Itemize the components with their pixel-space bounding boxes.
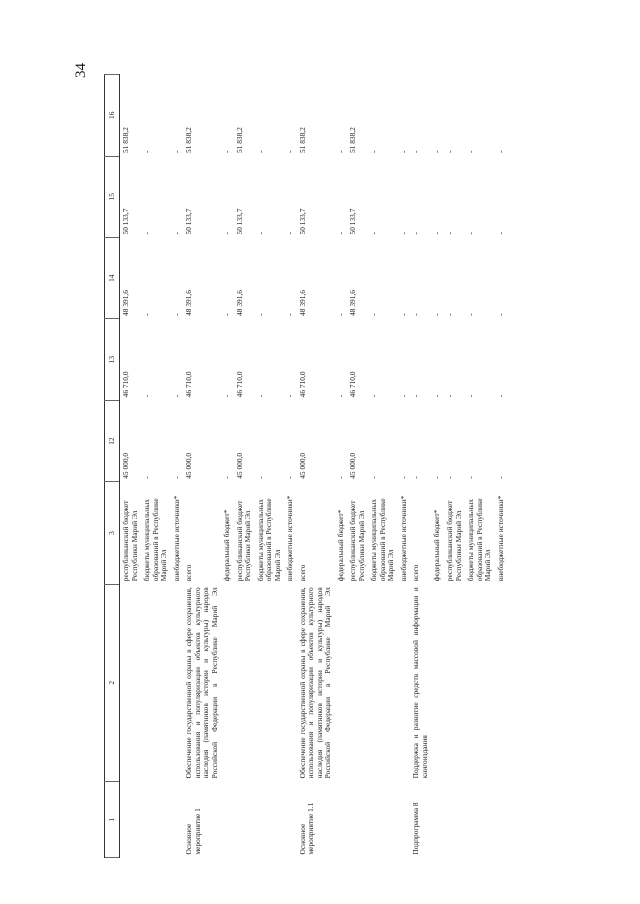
amount-cell: -: [142, 232, 152, 235]
amount-cell: -: [142, 313, 152, 316]
amount-cell: -: [171, 476, 181, 479]
amount-cell: 51 838,2: [234, 127, 244, 154]
amount-cell: -: [398, 232, 408, 235]
amount-cell: -: [466, 394, 476, 398]
amount-cell: -: [255, 394, 265, 398]
amount-cell: -: [285, 150, 295, 154]
amount-cell: -: [335, 232, 345, 235]
amount-cell: -: [444, 394, 454, 398]
row-type-cell: [444, 781, 465, 857]
row-name-cell: [368, 584, 398, 781]
table-row: [444, 75, 465, 858]
funding-source-cell: бюджеты муниципальных образований в Республике Марий Эл: [466, 498, 493, 582]
amount-cell: 46 710,0: [348, 371, 358, 398]
amount-cell: -: [222, 313, 232, 316]
amount-cell: -: [369, 150, 379, 154]
amount-cell: -: [222, 232, 232, 235]
row-name-cell: Обеспечение государственной охраны в сфере сохранения, использования и популяризации объектов культурного наследия (памятников истории и культуры) народов Российской Федерации в Республике Марий Эл: [184, 587, 219, 779]
row-type-cell: [347, 781, 368, 857]
amount-cell: 48 391,6: [234, 290, 244, 316]
funding-source-cell: федеральный бюджет*: [432, 509, 442, 582]
row-name-cell: [347, 584, 368, 781]
amount-cell: 46 710,0: [121, 371, 130, 398]
amount-cell: 48 391,6: [297, 290, 307, 316]
amount-cell: -: [255, 313, 265, 316]
amount-cell: 45 000,0: [348, 452, 358, 479]
amount-cell: -: [432, 313, 442, 316]
row-name-cell: [120, 584, 142, 781]
amount-cell: -: [171, 313, 181, 316]
table-row: [141, 75, 171, 858]
amount-cell: -: [285, 313, 295, 316]
amount-cell: -: [432, 232, 442, 235]
amount-cell: -: [142, 476, 152, 479]
amount-cell: 48 391,6: [121, 290, 130, 316]
amount-cell: -: [411, 150, 421, 154]
amount-cell: 51 838,2: [348, 127, 358, 154]
table-body: [120, 75, 508, 858]
amount-cell: -: [432, 394, 442, 398]
table-row: [120, 75, 142, 858]
amount-cell: -: [335, 313, 345, 316]
row-type-cell: Основное мероприятие 1: [184, 808, 202, 855]
amount-cell: -: [171, 394, 181, 398]
amount-cell: -: [369, 313, 379, 316]
row-name-cell: [284, 584, 297, 781]
row-type-cell: Подпрограмма 8: [411, 802, 421, 855]
table-row: [183, 75, 221, 858]
amount-cell: -: [222, 150, 232, 154]
amount-cell: -: [171, 150, 181, 154]
amount-cell: -: [432, 476, 442, 479]
table-row: [495, 75, 508, 858]
amount-cell: -: [466, 150, 476, 154]
row-name-cell: [431, 584, 444, 781]
table-row: [431, 75, 444, 858]
row-name-cell: [141, 584, 171, 781]
amount-cell: -: [495, 476, 505, 479]
amount-cell: -: [335, 150, 345, 154]
amount-cell: -: [432, 150, 442, 154]
amount-cell: 46 710,0: [297, 371, 307, 398]
amount-cell: 50 133,7: [297, 208, 307, 235]
table-row: [234, 75, 255, 858]
page-number: 34: [73, 63, 89, 78]
funding-source-cell: всего: [184, 564, 194, 582]
table-row: [171, 75, 184, 858]
funding-source-cell: республиканский бюджет Республики Марий Эл: [444, 500, 463, 582]
amount-cell: -: [411, 476, 421, 479]
amount-cell: -: [398, 150, 408, 154]
amount-cell: -: [369, 394, 379, 398]
amount-cell: -: [444, 150, 454, 154]
column-header: 16: [105, 75, 120, 157]
row-type-cell: [255, 781, 285, 857]
amount-cell: -: [398, 394, 408, 398]
amount-cell: -: [255, 150, 265, 154]
row-type-cell: [335, 781, 348, 857]
table-row: [255, 75, 285, 858]
rotated-table-sheet: [104, 74, 523, 858]
amount-cell: -: [495, 232, 505, 235]
column-header: 15: [105, 156, 120, 237]
amount-cell: -: [142, 150, 152, 154]
amount-cell: 51 838,2: [121, 127, 130, 154]
funding-source-cell: федеральный бюджет*: [222, 509, 232, 582]
row-type-cell: [368, 781, 398, 857]
amount-cell: -: [285, 394, 295, 398]
header-row: [105, 75, 120, 858]
column-header: 3: [105, 482, 120, 584]
row-type-cell: [465, 781, 495, 857]
row-type-cell: [495, 781, 508, 857]
row-name-cell: [335, 584, 348, 781]
table-row: [398, 75, 411, 858]
row-name-cell: [255, 584, 285, 781]
amount-cell: -: [444, 313, 454, 316]
table-row: [221, 75, 234, 858]
funding-source-cell: внебюджетные источники*: [398, 495, 408, 582]
row-name-cell: [465, 584, 495, 781]
row-type-cell: [171, 781, 184, 857]
amount-cell: -: [411, 313, 421, 316]
table-row: [284, 75, 297, 858]
row-type-cell: [284, 781, 297, 857]
funding-source-cell: республиканский бюджет Республики Марий Эл: [121, 500, 139, 582]
table-row: [297, 75, 335, 858]
row-type-cell: [221, 781, 234, 857]
table-row: [410, 75, 431, 858]
amount-cell: -: [495, 313, 505, 316]
row-name-cell: [171, 584, 184, 781]
amount-cell: -: [466, 232, 476, 235]
row-name-cell: Поддержка и развитие средств массовой информации и книгоиздания: [411, 587, 429, 779]
amount-cell: -: [444, 476, 454, 479]
amount-cell: 50 133,7: [121, 208, 130, 235]
amount-cell: -: [411, 232, 421, 235]
table-row: [335, 75, 348, 858]
column-header: 14: [105, 237, 120, 318]
amount-cell: 45 000,0: [297, 452, 307, 479]
amount-cell: -: [398, 476, 408, 479]
amount-cell: 50 133,7: [184, 208, 194, 235]
funding-source-cell: бюджеты муниципальных образований в Республике Марий Эл: [369, 498, 396, 582]
amount-cell: 51 838,2: [297, 127, 307, 154]
amount-cell: 50 133,7: [234, 208, 244, 235]
amount-cell: 46 710,0: [184, 371, 194, 398]
amount-cell: -: [285, 232, 295, 235]
funding-source-cell: внебюджетные источники*: [495, 495, 505, 582]
amount-cell: -: [222, 476, 232, 479]
amount-cell: -: [369, 232, 379, 235]
row-type-cell: [141, 781, 171, 857]
amount-cell: -: [335, 394, 345, 398]
row-name-cell: [444, 584, 465, 781]
amount-cell: -: [255, 476, 265, 479]
amount-cell: -: [466, 476, 476, 479]
row-type-cell: [398, 781, 411, 857]
row-name-cell: [234, 584, 255, 781]
funding-source-cell: республиканский бюджет Республики Марий Эл: [234, 500, 253, 582]
amount-cell: -: [495, 394, 505, 398]
funding-source-cell: бюджеты муниципальных образований в Республике Марий Эл: [142, 498, 169, 582]
funding-source-cell: бюджеты муниципальных образований в Республике Марий Эл: [255, 498, 282, 582]
funding-source-cell: республиканский бюджет Республики Марий Эл: [348, 500, 366, 582]
amount-cell: 48 391,6: [184, 290, 194, 316]
amount-cell: -: [255, 232, 265, 235]
amount-cell: -: [495, 150, 505, 154]
column-header: 2: [105, 584, 120, 781]
amount-cell: 51 838,2: [184, 127, 194, 154]
table-row: [347, 75, 368, 858]
amount-cell: -: [222, 394, 232, 398]
row-name-cell: [495, 584, 508, 781]
amount-cell: -: [411, 394, 421, 398]
amount-cell: 50 133,7: [348, 208, 358, 235]
funding-source-cell: федеральный бюджет*: [335, 509, 345, 582]
amount-cell: -: [398, 313, 408, 316]
row-name-cell: [221, 584, 234, 781]
row-type-cell: [120, 781, 142, 857]
amount-cell: -: [285, 476, 295, 479]
amount-cell: -: [171, 232, 181, 235]
amount-cell: 48 391,6: [348, 290, 358, 316]
amount-cell: -: [142, 394, 152, 398]
budget-table: [104, 74, 507, 858]
funding-source-cell: всего: [411, 564, 421, 582]
table-row: [465, 75, 495, 858]
funding-source-cell: внебюджетные источники*: [171, 495, 181, 582]
table-row: [368, 75, 398, 858]
funding-source-cell: внебюджетные источники*: [285, 495, 295, 582]
amount-cell: -: [369, 476, 379, 479]
row-name-cell: [398, 584, 411, 781]
amount-cell: -: [335, 476, 345, 479]
row-type-cell: [234, 781, 255, 857]
column-header: 13: [105, 319, 120, 400]
row-name-cell: Обеспечение государственной охраны в сфере сохранения, использования и популяризации объектов культурного наследия (памятников истории и культуры) народов Российской Федерации в Республике Марий Эл: [297, 587, 333, 779]
amount-cell: 45 000,0: [121, 452, 130, 479]
column-header: 12: [105, 400, 120, 481]
amount-cell: -: [444, 232, 454, 235]
amount-cell: 45 000,0: [184, 452, 194, 479]
amount-cell: -: [466, 313, 476, 316]
funding-source-cell: всего: [297, 564, 307, 582]
amount-cell: 46 710,0: [234, 371, 244, 398]
row-type-cell: Основное мероприятие 1.1: [297, 802, 316, 855]
row-type-cell: [431, 781, 444, 857]
amount-cell: 45 000,0: [234, 452, 244, 479]
column-header: 1: [105, 781, 120, 857]
